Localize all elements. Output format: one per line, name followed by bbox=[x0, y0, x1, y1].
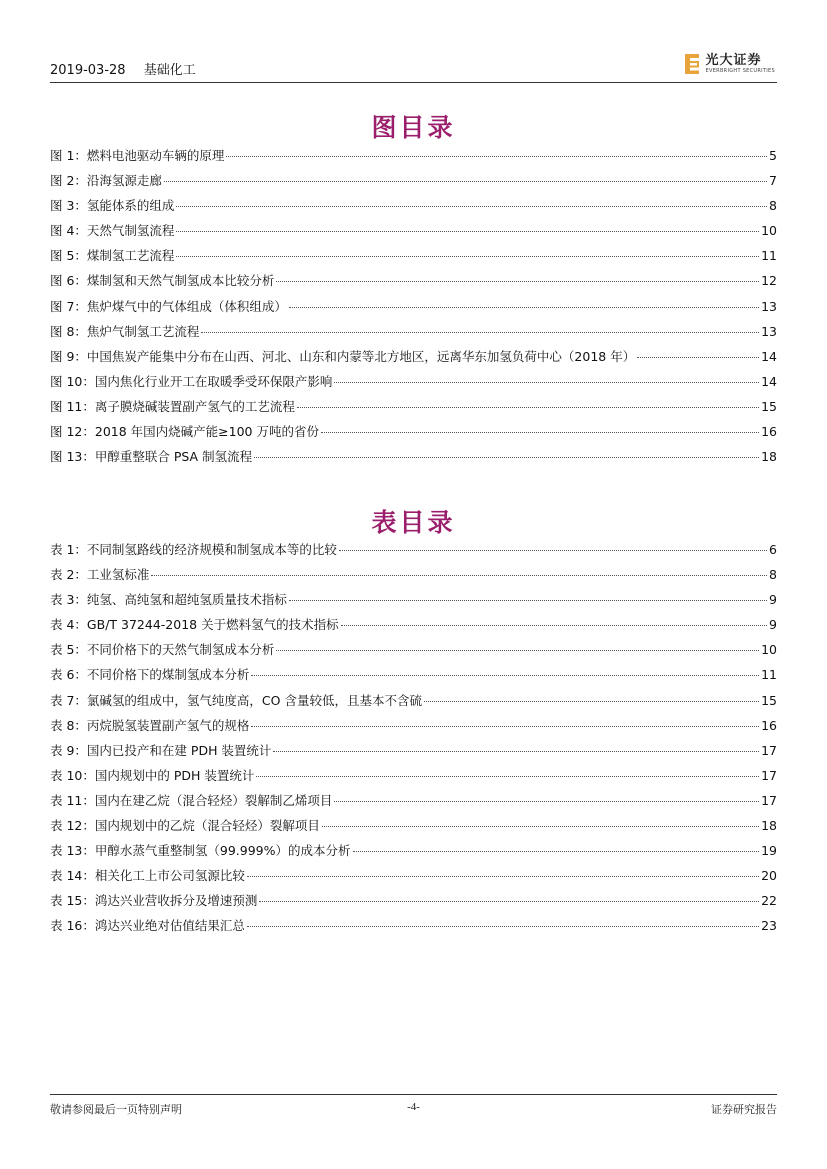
toc-leader-dots bbox=[273, 751, 759, 752]
toc-leader-dots bbox=[289, 307, 759, 308]
toc-entry-page[interactable]: 18 bbox=[761, 818, 777, 834]
toc-entry-label[interactable]: 图 11：离子膜烧碱装置副产氢气的工艺流程 bbox=[50, 398, 295, 414]
table-toc-entry[interactable] bbox=[50, 615, 777, 640]
toc-leader-dots bbox=[247, 926, 759, 927]
toc-entry-label[interactable]: 表 5：不同价格下的天然气制氢成本分析 bbox=[50, 642, 275, 658]
toc-entry-page[interactable]: 14 bbox=[761, 348, 777, 364]
toc-entry-page[interactable]: 17 bbox=[761, 767, 777, 783]
toc-entry-label[interactable]: 表 11：国内在建乙烷（混合轻烃）裂解制乙烯项目 bbox=[50, 792, 333, 808]
toc-entry-page[interactable]: 15 bbox=[761, 398, 777, 414]
toc-leader-dots bbox=[254, 457, 759, 458]
toc-leader-dots bbox=[226, 156, 767, 157]
figure-toc-entry[interactable] bbox=[50, 297, 777, 322]
figure-toc-entry[interactable] bbox=[50, 271, 777, 296]
toc-leader-dots bbox=[321, 432, 759, 433]
toc-entry-label[interactable]: 图 9：中国焦炭产能集中分布在山西、河北、山东和内蒙等北方地区，远离华东加氢负荷中心（2018 年） bbox=[50, 348, 636, 364]
toc-leader-dots bbox=[276, 650, 759, 651]
toc-leader-dots bbox=[297, 407, 759, 408]
figure-toc-entry[interactable] bbox=[50, 221, 777, 246]
figure-toc-entry[interactable] bbox=[50, 322, 777, 347]
report-type: 证券研究报告 bbox=[711, 1103, 777, 1116]
table-toc-entry[interactable] bbox=[50, 665, 777, 690]
toc-leader-dots bbox=[341, 625, 767, 626]
toc-entry-page[interactable]: 12 bbox=[761, 273, 777, 289]
toc-entry-label[interactable]: 表 14：相关化工上市公司氢源比较 bbox=[50, 868, 245, 884]
table-toc-entry[interactable] bbox=[50, 640, 777, 665]
toc-entry-page[interactable]: 22 bbox=[761, 893, 777, 909]
toc-leader-dots bbox=[276, 281, 759, 282]
table-toc-entry[interactable] bbox=[50, 565, 777, 590]
toc-entry-page[interactable]: 7 bbox=[769, 173, 777, 189]
toc-entry-page[interactable]: 9 bbox=[769, 617, 777, 633]
toc-entry-label[interactable]: 表 15：鸿达兴业营收拆分及增速预测 bbox=[50, 893, 258, 909]
toc-entry-page[interactable]: 15 bbox=[761, 692, 777, 708]
toc-entry-label[interactable]: 表 8：丙烷脱氢装置副产氢气的规格 bbox=[50, 717, 250, 733]
toc-leader-dots bbox=[637, 357, 759, 358]
table-toc-entry[interactable] bbox=[50, 741, 777, 766]
toc-entry-page[interactable]: 23 bbox=[761, 918, 777, 934]
toc-entry-page[interactable]: 11 bbox=[761, 667, 777, 683]
toc-entry-page[interactable]: 11 bbox=[761, 248, 777, 264]
toc-leader-dots bbox=[201, 332, 759, 333]
table-toc-entry[interactable] bbox=[50, 791, 777, 816]
toc-entry-label[interactable]: 图 5：煤制氢工艺流程 bbox=[50, 248, 175, 264]
toc-entry-label[interactable]: 图 1：燃料电池驱动车辆的原理 bbox=[50, 148, 225, 163]
toc-entry-label[interactable]: 表 9：国内已投产和在建 PDH 装置统计 bbox=[50, 742, 272, 758]
logo-en-text: EVERBRIGHT SECURITIES bbox=[705, 68, 775, 74]
table-toc-entry[interactable] bbox=[50, 816, 777, 841]
table-toc-entry[interactable] bbox=[50, 590, 777, 615]
tables-list bbox=[50, 540, 777, 942]
toc-entry-page[interactable]: 10 bbox=[761, 642, 777, 658]
toc-entry-page[interactable]: 18 bbox=[761, 449, 777, 465]
toc-entry-label[interactable]: 图 6：煤制氢和天然气制氢成本比较分析 bbox=[50, 273, 275, 289]
toc-entry-label[interactable]: 表 6：不同价格下的煤制氢成本分析 bbox=[50, 667, 250, 683]
toc-entry-label[interactable]: 图 12：2018 年国内烧碱产能≥100 万吨的省份 bbox=[50, 424, 319, 440]
report-date: 2019-03-28 bbox=[50, 63, 126, 78]
figure-toc-entry[interactable] bbox=[50, 196, 777, 221]
page-footer bbox=[50, 1094, 777, 1119]
toc-entry-label[interactable]: 图 13：甲醇重整联合 PSA 制氢流程 bbox=[50, 449, 253, 465]
figure-toc-entry[interactable] bbox=[50, 372, 777, 397]
company-logo bbox=[684, 52, 775, 76]
disclaimer-note: 敬请参阅最后一页特别声明 bbox=[50, 1103, 182, 1116]
toc-entry-label[interactable]: 图 8：焦炉气制氢工艺流程 bbox=[50, 323, 200, 339]
toc-leader-dots bbox=[334, 801, 759, 802]
figure-toc-entry[interactable] bbox=[50, 146, 777, 171]
toc-leader-dots bbox=[251, 726, 759, 727]
toc-entry-page[interactable]: 5 bbox=[769, 148, 777, 163]
figure-toc-entry[interactable] bbox=[50, 347, 777, 372]
figure-toc-entry[interactable] bbox=[50, 171, 777, 196]
toc-entry-page[interactable]: 8 bbox=[769, 198, 777, 214]
toc-entry-label[interactable]: 图 4：天然气制氢流程 bbox=[50, 223, 175, 239]
table-toc-entry[interactable] bbox=[50, 691, 777, 716]
table-toc-entry[interactable] bbox=[50, 716, 777, 741]
table-toc-entry[interactable] bbox=[50, 891, 777, 916]
toc-entry-page[interactable]: 13 bbox=[761, 298, 777, 314]
toc-leader-dots bbox=[251, 675, 759, 676]
toc-leader-dots bbox=[176, 231, 759, 232]
figure-toc-entry[interactable] bbox=[50, 246, 777, 271]
figure-toc-entry[interactable] bbox=[50, 447, 777, 472]
toc-entry-label[interactable]: 图 7：焦炉煤气中的气体组成（体积组成） bbox=[50, 298, 287, 314]
tables-title: 表目录 bbox=[371, 508, 456, 537]
table-toc-entry[interactable] bbox=[50, 540, 777, 565]
toc-entry-page[interactable]: 16 bbox=[761, 717, 777, 733]
toc-entry-page[interactable]: 17 bbox=[761, 742, 777, 758]
everbright-logo-icon bbox=[684, 53, 702, 75]
industry-label: 基础化工 bbox=[143, 63, 196, 78]
toc-entry-page[interactable]: 10 bbox=[761, 223, 777, 239]
toc-leader-dots bbox=[424, 701, 759, 702]
figure-toc-entry[interactable] bbox=[50, 422, 777, 447]
table-toc-entry[interactable] bbox=[50, 841, 777, 866]
header-meta bbox=[50, 59, 210, 78]
figures-title: 图目录 bbox=[371, 113, 456, 142]
toc-entry-label[interactable]: 图 3：氢能体系的组成 bbox=[50, 198, 175, 214]
page-number: -4- bbox=[407, 1101, 420, 1113]
toc-entry-page[interactable]: 20 bbox=[761, 868, 777, 884]
toc-entry-page[interactable]: 13 bbox=[761, 323, 777, 339]
toc-entry-label[interactable]: 表 12：国内规划中的乙烷（混合轻烃）裂解项目 bbox=[50, 818, 320, 834]
toc-leader-dots bbox=[322, 826, 759, 827]
toc-leader-dots bbox=[353, 851, 760, 852]
toc-entry-page[interactable]: 17 bbox=[761, 792, 777, 808]
toc-entry-page[interactable]: 19 bbox=[761, 843, 777, 859]
figure-toc-entry[interactable] bbox=[50, 397, 777, 422]
logo-cn-text: 光大证券 bbox=[705, 53, 762, 68]
toc-entry-label[interactable]: 表 7：氯碱氢的组成中，氢气纯度高，CO 含量较低，且基本不含硫 bbox=[50, 692, 422, 708]
toc-entry-label[interactable]: 表 2：工业氢标准 bbox=[50, 567, 150, 583]
toc-leader-dots bbox=[176, 206, 767, 207]
toc-entry-label[interactable]: 表 4：GB/T 37244-2018 关于燃料氢气的技术指标 bbox=[50, 617, 339, 633]
toc-entry-page[interactable]: 8 bbox=[769, 567, 777, 583]
toc-entry-label[interactable]: 表 13：甲醇水蒸气重整制氢（99.999%）的成本分析 bbox=[50, 843, 351, 859]
toc-leader-dots bbox=[176, 256, 759, 257]
toc-entry-page[interactable]: 14 bbox=[761, 373, 777, 389]
toc-leader-dots bbox=[339, 550, 767, 551]
toc-entry-label[interactable]: 图 2：沿海氢源走廊 bbox=[50, 173, 162, 189]
toc-leader-dots bbox=[334, 382, 759, 383]
table-toc-entry[interactable] bbox=[50, 916, 777, 941]
toc-entry-label[interactable]: 表 3：纯氢、高纯氢和超纯氢质量技术指标 bbox=[50, 592, 287, 608]
toc-leader-dots bbox=[289, 600, 767, 601]
page-header bbox=[50, 46, 777, 83]
figures-list bbox=[50, 146, 777, 472]
toc-entry-page[interactable]: 6 bbox=[769, 542, 777, 557]
toc-leader-dots bbox=[151, 575, 767, 576]
toc-leader-dots bbox=[256, 776, 759, 777]
toc-entry-page[interactable]: 9 bbox=[769, 592, 777, 608]
toc-entry-page[interactable]: 16 bbox=[761, 424, 777, 440]
table-toc-entry[interactable] bbox=[50, 866, 777, 891]
toc-leader-dots bbox=[247, 876, 759, 877]
toc-leader-dots bbox=[259, 901, 759, 902]
toc-entry-label[interactable]: 表 1：不同制氢路线的经济规模和制氢成本等的比较 bbox=[50, 542, 337, 557]
table-toc-entry[interactable] bbox=[50, 766, 777, 791]
toc-entry-label[interactable]: 表 10：国内规划中的 PDH 装置统计 bbox=[50, 767, 255, 783]
toc-entry-label[interactable]: 表 16：鸿达兴业绝对估值结果汇总 bbox=[50, 918, 245, 934]
toc-entry-label[interactable]: 图 10：国内焦化行业开工在取暖季受环保限产影响 bbox=[50, 373, 333, 389]
toc-leader-dots bbox=[164, 181, 767, 182]
